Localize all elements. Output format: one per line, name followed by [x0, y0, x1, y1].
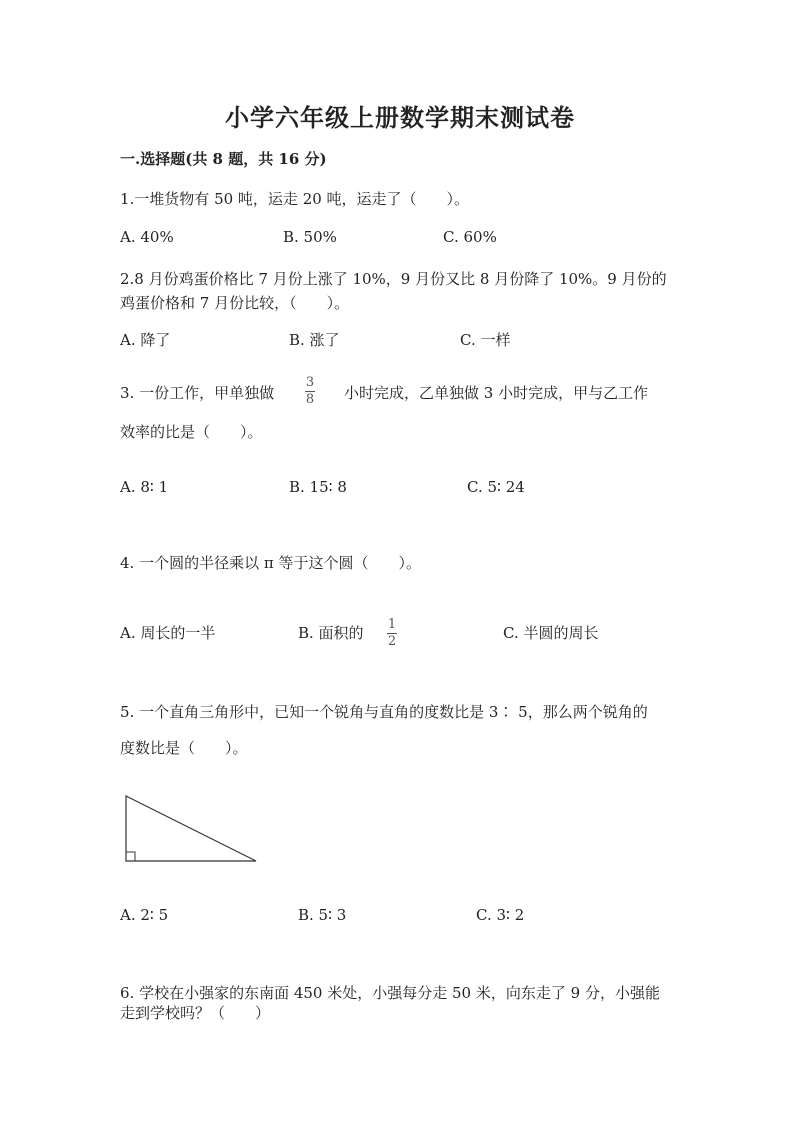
triangle-shape [126, 796, 256, 861]
question-1-option-c: C. 60% [443, 228, 497, 246]
fraction-denominator: 2 [387, 634, 397, 649]
question-2-option-c: C. 一样 [460, 331, 511, 349]
section-heading: 一.选择题(共 8 题，共 16 分) [120, 150, 327, 168]
right-triangle-figure [118, 790, 263, 870]
question-2-option-a: A. 降了 [120, 331, 171, 349]
question-5-option-c: C. 3∶ 2 [476, 906, 525, 924]
question-3-option-a: A. 8∶ 1 [120, 478, 169, 496]
question-2-line-1: 2.8 月份鸡蛋价格比 7 月份上涨了 10%，9 月份又比 8 月份降了 10%。9 月份的 [120, 270, 667, 288]
question-4-text: 4. 一个圆的半径乘以 π 等于这个圆（ ）。 [120, 554, 421, 572]
question-2-option-b: B. 涨了 [289, 331, 340, 349]
question-1-option-a: A. 40% [120, 228, 174, 246]
question-5-line-1: 5. 一个直角三角形中，已知一个锐角与直角的度数比是 3∶ 5，那么两个锐角的 [120, 703, 648, 721]
question-5-option-a: A. 2∶ 5 [120, 906, 169, 924]
question-2-line-2: 鸡蛋价格和 7 月份比较，（ ）。 [120, 294, 350, 312]
question-5-option-b: B. 5∶ 3 [298, 906, 347, 924]
question-4-option-b: B. 面积的 [298, 624, 364, 642]
question-3-post: 小时完成，乙单独做 3 小时完成，甲与乙工作 [344, 384, 649, 402]
question-5-line-2: 度数比是（ ）。 [120, 739, 248, 757]
question-3-option-b: B. 15∶ 8 [289, 478, 347, 496]
fraction-numerator: 3 [305, 375, 315, 390]
question-6-line-1: 6. 学校在小强家的东南面 450 米处，小强每分走 50 米，向东走了 9 分，小强能 [120, 984, 660, 1002]
page-title: 小学六年级上册数学期末测试卷 [225, 103, 575, 132]
fraction-denominator: 8 [305, 392, 315, 407]
question-3-option-c: C. 5∶ 24 [467, 478, 525, 496]
question-1-option-b: B. 50% [283, 228, 337, 246]
question-4-fraction [387, 618, 397, 649]
question-4-option-a: A. 周长的一半 [120, 624, 216, 642]
question-6-line-2: 走到学校吗？（ ） [120, 1004, 271, 1022]
right-angle-marker [126, 852, 135, 861]
question-1-text: 1.一堆货物有 50 吨，运走 20 吨，运走了（ ）。 [120, 190, 470, 208]
question-3-fraction [305, 376, 315, 407]
question-4-option-c: C. 半圆的周长 [503, 624, 599, 642]
fraction-numerator: 1 [387, 617, 397, 632]
question-3-line-2: 效率的比是（ ）。 [120, 423, 263, 441]
question-3-pre: 3. 一份工作，甲单独做 [120, 384, 275, 402]
